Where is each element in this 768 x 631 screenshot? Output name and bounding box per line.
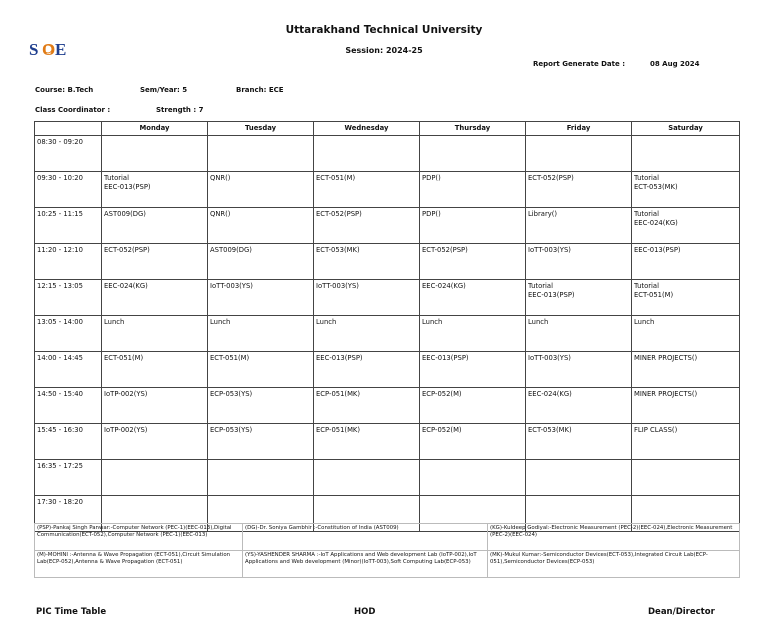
report-date-label: Report Generate Date : xyxy=(533,60,625,68)
timetable-cell xyxy=(102,316,208,352)
cell-text: IoTT-003(YS) xyxy=(210,282,253,290)
cell-text: EEC-024(KG) xyxy=(634,219,678,228)
svg-text:S: S xyxy=(29,40,39,59)
timetable-header-row xyxy=(35,122,740,136)
cell-text: ECT-052(PSP) xyxy=(422,246,468,254)
day-header: Wednesday xyxy=(314,122,420,136)
cell-text: EEC-024(KG) xyxy=(528,390,572,398)
time-slot-cell: 08:30 - 09:20 xyxy=(35,136,102,172)
time-slot-cell: 12:15 - 13:05 xyxy=(35,280,102,316)
timetable-cell xyxy=(632,244,740,280)
timetable-cell xyxy=(420,136,526,172)
cell-text: EEC-024(KG) xyxy=(104,282,148,290)
cell-text: EEC-013(PSP) xyxy=(422,354,469,362)
corner-cell xyxy=(35,122,102,136)
cell-text: QNR() xyxy=(210,210,231,218)
cell-text: ECP-052(M) xyxy=(422,426,462,434)
time-slot-cell: 11:20 - 12:10 xyxy=(35,244,102,280)
cell-text: EEC-024(KG) xyxy=(422,282,466,290)
timetable-cell xyxy=(208,208,314,244)
table-row xyxy=(35,136,740,172)
cell-text: ECT-052(PSP) xyxy=(528,174,574,182)
cell-text: ECP-052(M) xyxy=(422,390,462,398)
svg-text:O: O xyxy=(42,40,56,59)
cell-text: QNR() xyxy=(210,174,231,182)
faculty-entry: (DG)-Dr. Soniya Gambhir :-Constitution of India (AST009) xyxy=(243,524,488,551)
cell-text: Tutorial xyxy=(634,210,659,218)
cell-text: IoTT-003(YS) xyxy=(316,282,359,290)
cell-text: ECT-051(M) xyxy=(316,174,356,182)
timetable-cell xyxy=(420,208,526,244)
table-row xyxy=(35,316,740,352)
cell-text: ECT-053(MK) xyxy=(316,246,360,254)
timetable-cell xyxy=(208,280,314,316)
timetable xyxy=(34,121,740,532)
cell-text: Library() xyxy=(528,210,558,218)
cell-text: AST009(DG) xyxy=(104,210,146,218)
timetable-cell xyxy=(314,316,420,352)
day-header: Tuesday xyxy=(208,122,314,136)
cell-text: ECT-053(MK) xyxy=(528,426,572,434)
strength-label: Strength : 7 xyxy=(156,106,204,114)
hod-label: HOD xyxy=(354,607,376,617)
sem-year-label: Sem/Year: 5 xyxy=(140,86,188,94)
timetable-cell xyxy=(314,244,420,280)
time-slot-cell: 09:30 - 10:20 xyxy=(35,172,102,208)
timetable-cell xyxy=(102,388,208,424)
dean-director-label: Dean/Director xyxy=(648,607,715,617)
table-row xyxy=(35,208,740,244)
session-label: Session: 2024-25 xyxy=(345,46,423,55)
timetable-cell xyxy=(526,208,632,244)
cell-text: ECT-052(PSP) xyxy=(104,246,150,254)
timetable-cell xyxy=(102,172,208,208)
faculty-entry: (PSP)-Pankaj Singh Panwar:-Computer Network (PEC-1)(EEC-013),Digital Communication(ECT-052),Computer Network (PEC-1)(EEC-013) xyxy=(35,524,243,551)
university-title: Uttarakhand Technical University xyxy=(285,24,483,36)
faculty-legend xyxy=(34,523,740,578)
table-row xyxy=(35,460,740,496)
time-slot-cell: 16:35 - 17:25 xyxy=(35,460,102,496)
cell-text: Tutorial xyxy=(528,282,553,290)
cell-text: ECT-052(PSP) xyxy=(316,210,362,218)
cell-text: EEC-013(PSP) xyxy=(316,354,363,362)
timetable-cell xyxy=(420,388,526,424)
table-row xyxy=(35,244,740,280)
timetable-cell xyxy=(632,352,740,388)
timetable-cell xyxy=(102,352,208,388)
cell-text: Tutorial xyxy=(634,282,659,290)
timetable-cell xyxy=(632,280,740,316)
table-row xyxy=(35,424,740,460)
cell-text: Lunch xyxy=(316,318,337,326)
cell-text: IoTT-003(YS) xyxy=(528,354,571,362)
cell-text: EEC-013(PSP) xyxy=(528,291,575,300)
cell-text: Lunch xyxy=(528,318,549,326)
cell-text: ECP-051(MK) xyxy=(316,390,361,398)
class-coordinator-label: Class Coordinator : xyxy=(35,106,111,114)
timetable-cell xyxy=(526,460,632,496)
table-row xyxy=(35,280,740,316)
cell-text: IoTT-003(YS) xyxy=(528,246,571,254)
cell-text: Lunch xyxy=(422,318,443,326)
timetable-cell xyxy=(208,136,314,172)
day-header: Monday xyxy=(102,122,208,136)
pic-timetable-label: PIC Time Table xyxy=(36,607,107,617)
course-label: Course: B.Tech xyxy=(35,86,94,94)
cell-text: IoTP-002(YS) xyxy=(104,390,148,398)
timetable-cell xyxy=(526,424,632,460)
table-row xyxy=(35,352,740,388)
timetable-cell xyxy=(420,460,526,496)
time-slot-cell: 13:05 - 14:00 xyxy=(35,316,102,352)
timetable-cell xyxy=(314,388,420,424)
cell-text: ECT-053(MK) xyxy=(634,183,678,192)
cell-text: EEC-013(PSP) xyxy=(634,246,681,254)
day-header: Saturday xyxy=(632,122,740,136)
cell-text: ECP-053(YS) xyxy=(210,390,253,398)
timetable-cell xyxy=(632,172,740,208)
timetable-cell xyxy=(632,316,740,352)
time-slot-cell: 14:00 - 14:45 xyxy=(35,352,102,388)
timetable-cell xyxy=(632,136,740,172)
timetable-cell xyxy=(314,172,420,208)
cell-text: AST009(DG) xyxy=(210,246,252,254)
timetable-cell xyxy=(632,208,740,244)
cell-text: Lunch xyxy=(104,318,125,326)
cell-text: ECP-053(YS) xyxy=(210,426,253,434)
timetable-cell xyxy=(208,352,314,388)
timetable-cell xyxy=(102,424,208,460)
timetable-cell xyxy=(314,208,420,244)
timetable-cell xyxy=(314,352,420,388)
day-header: Friday xyxy=(526,122,632,136)
timetable-cell xyxy=(526,244,632,280)
table-row xyxy=(35,172,740,208)
branch-label: Branch: ECE xyxy=(236,86,284,94)
table-row xyxy=(35,388,740,424)
timetable-cell xyxy=(208,460,314,496)
cell-text: ECT-051(M) xyxy=(210,354,250,362)
timetable-cell xyxy=(420,172,526,208)
cell-text: ECT-051(M) xyxy=(104,354,144,362)
svg-text:E: E xyxy=(55,40,67,59)
timetable-cell xyxy=(526,136,632,172)
timetable-cell xyxy=(208,316,314,352)
faculty-entry: (KG)-Kuldeep Godiyal:-Electronic Measurement (PEC-2)(EEC-024),Electronic Measurement (PEC-2)(EEC-024) xyxy=(488,524,740,551)
timetable-cell xyxy=(102,280,208,316)
timetable-cell xyxy=(526,172,632,208)
timetable-cell xyxy=(314,424,420,460)
timetable-cell xyxy=(102,244,208,280)
legend-row xyxy=(35,524,740,551)
cell-text: MINER PROJECTS() xyxy=(634,390,698,398)
timetable-cell xyxy=(314,460,420,496)
cell-text: ECT-051(M) xyxy=(634,291,674,300)
timetable-cell xyxy=(208,388,314,424)
cell-text: Lunch xyxy=(634,318,655,326)
timetable-cell xyxy=(632,424,740,460)
timetable-cell xyxy=(632,388,740,424)
report-date-value: 08 Aug 2024 xyxy=(650,60,700,68)
timetable-cell xyxy=(102,208,208,244)
day-header: Thursday xyxy=(420,122,526,136)
cell-text: EEC-013(PSP) xyxy=(104,183,151,192)
cell-text: PDP() xyxy=(422,210,441,218)
timetable-cell xyxy=(526,316,632,352)
time-slot-cell: 15:45 - 16:30 xyxy=(35,424,102,460)
cell-text: Lunch xyxy=(210,318,231,326)
timetable-cell xyxy=(420,352,526,388)
timetable-cell xyxy=(208,424,314,460)
legend-row xyxy=(35,551,740,578)
timetable-cell xyxy=(526,280,632,316)
timetable-cell xyxy=(632,460,740,496)
timetable-cell xyxy=(526,388,632,424)
faculty-entry: (MK)-Mukul Kumar:-Semiconductor Devices(ECT-053),Integrated Circuit Lab(ECP-051),Semiconductor Devices(ECP-053) xyxy=(488,551,740,578)
cell-text: Tutorial xyxy=(634,174,659,182)
cell-text: FLIP CLASS() xyxy=(634,426,678,434)
time-slot-cell: 10:25 - 11:15 xyxy=(35,208,102,244)
timetable-cell xyxy=(314,280,420,316)
timetable-cell xyxy=(420,424,526,460)
timetable-cell xyxy=(102,136,208,172)
time-slot-cell: 17:30 - 18:20 xyxy=(35,496,102,532)
faculty-entry: (YS)-YASHENDER SHARMA :-IoT Applications and Web development Lab (IoTP-002),IoT Applications and Web development (Minor)(IoTT-003),Soft Computing Lab(ECP-053) xyxy=(243,551,488,578)
cell-text: IoTP-002(YS) xyxy=(104,426,148,434)
time-slot-cell: 14:50 - 15:40 xyxy=(35,388,102,424)
timetable-cell xyxy=(208,244,314,280)
timetable-cell xyxy=(526,352,632,388)
timetable-cell xyxy=(420,244,526,280)
timetable-cell xyxy=(208,172,314,208)
timetable-cell xyxy=(102,460,208,496)
cell-text: Tutorial xyxy=(104,174,129,182)
cell-text: PDP() xyxy=(422,174,441,182)
timetable-cell xyxy=(420,316,526,352)
cell-text: ECP-051(MK) xyxy=(316,426,361,434)
timetable-cell xyxy=(420,280,526,316)
timetable-cell xyxy=(314,136,420,172)
cell-text: MINER PROJECTS() xyxy=(634,354,698,362)
faculty-entry: (M)-MOHINI :-Antenna & Wave Propagation (ECT-051),Circuit Simulation Lab(ECP-052),Antenna & Wave Propagation (ECT-051) xyxy=(35,551,243,578)
